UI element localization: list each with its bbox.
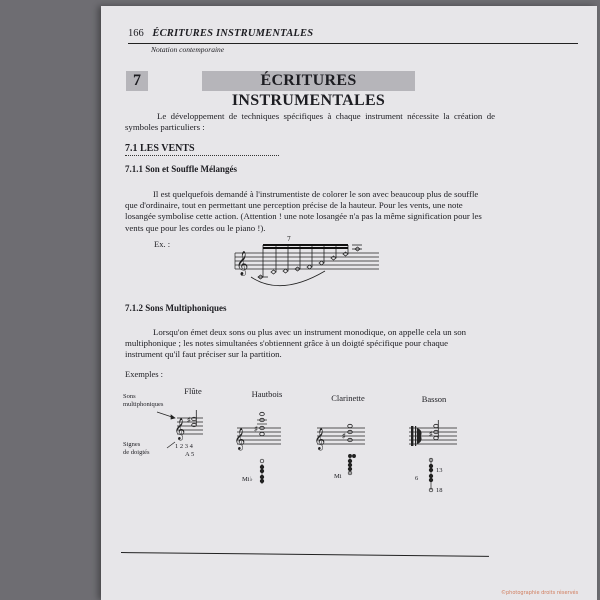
svg-text:♯: ♯ bbox=[429, 430, 433, 438]
treble-clef-icon: 𝄞 bbox=[234, 428, 246, 450]
header-rule bbox=[128, 43, 578, 44]
treble-clef-icon: 𝄞 bbox=[174, 418, 186, 440]
clarinet-note-label: Mi bbox=[334, 473, 342, 480]
chapter-title: ÉCRITURES INSTRUMENTALES bbox=[202, 71, 415, 91]
instrument-name-flute: Flûte bbox=[184, 386, 202, 396]
instrument-name-clarinet: Clarinette bbox=[331, 393, 365, 403]
slur-curve bbox=[251, 271, 325, 286]
paragraph-7-1-2 bbox=[125, 327, 497, 361]
paragraph-7-1-1 bbox=[125, 189, 497, 234]
text-line: vents que pour les cordes ou le piano !). bbox=[125, 222, 266, 233]
diamond-notes-example-staff bbox=[221, 231, 381, 291]
intro-paragraph: Le développement de techniques spécifiques à chaque instrument nécessite la création de symboles particuliers : bbox=[125, 111, 495, 133]
subsection-heading-7-1-2: 7.1.2 Sons Multiphoniques bbox=[125, 303, 227, 313]
label-multiphonic-sounds: Sons multiphoniques bbox=[123, 393, 164, 408]
text-line: Il est quelquefois demandé à l'instrumentiste de colorer le son avec beaucoup plus de souffle bbox=[153, 189, 479, 199]
treble-clef-icon: 𝄞 bbox=[236, 251, 249, 275]
running-head bbox=[128, 28, 313, 39]
bassoon-number-6: 6 bbox=[415, 475, 419, 482]
examples-label: Exemples : bbox=[125, 369, 164, 379]
instrument-name-oboe: Hautbois bbox=[251, 389, 283, 399]
book-page bbox=[101, 6, 597, 600]
chapter-number: 7 bbox=[126, 71, 148, 91]
bassoon-number-13: 13 bbox=[436, 467, 443, 474]
subsection-heading-7-1-1: 7.1.1 Son et Souffle Mélangés bbox=[125, 164, 237, 174]
instrument-name-bassoon: Basson bbox=[421, 394, 447, 404]
flute-fingering: 1 2 3 4 A 5 bbox=[175, 443, 195, 458]
text-line: multiphonique ; les notes simultanées s'obtiennent grâce à un doigté spécifique pour chaque bbox=[125, 338, 449, 349]
svg-text:♯: ♯ bbox=[187, 416, 191, 424]
svg-text:7: 7 bbox=[287, 236, 291, 243]
example-label: Ex. : bbox=[154, 239, 171, 249]
section-dotted-rule bbox=[125, 155, 279, 156]
bottom-rule bbox=[121, 552, 489, 557]
bassoon-number-18: 18 bbox=[436, 487, 443, 494]
label-fingering-signs: Signes de doigtés bbox=[123, 441, 150, 456]
section-heading-7-1: 7.1 LES VENTS bbox=[125, 143, 195, 154]
page-number: 166 bbox=[128, 28, 144, 39]
text-line: Lorsqu'on émet deux sons ou plus avec un instrument monodique, on appelle cela un son bbox=[153, 327, 467, 337]
watermark: ©photographie droits réservés bbox=[501, 590, 579, 596]
running-title: ÉCRITURES INSTRUMENTALES bbox=[152, 28, 314, 39]
treble-clef-icon: 𝄞 bbox=[314, 428, 326, 450]
text-line: losangée symbolise cette action. (Attention ! une note losangée n'a pas la même signification pour les bbox=[125, 211, 482, 222]
oboe-fingering-diagram bbox=[260, 459, 264, 484]
text-line: que d'ordinaire, tout en permettant une perception précise de la hauteur. Pour les vents, une note bbox=[125, 200, 463, 211]
svg-text:♯: ♯ bbox=[254, 425, 258, 433]
oboe-note-label: Mi♭ bbox=[242, 476, 253, 483]
bassoon-fingering-diagram bbox=[429, 458, 433, 492]
svg-text:♯: ♯ bbox=[342, 432, 346, 440]
text-line: instrument qu'il faut préciser sur la partition. bbox=[125, 349, 282, 360]
multiphonic-examples-figure bbox=[121, 398, 501, 508]
header-subtitle: Notation contemporaine bbox=[151, 45, 225, 54]
diamond-noteheads bbox=[258, 245, 362, 279]
clarinet-fingering-diagram bbox=[348, 454, 355, 474]
